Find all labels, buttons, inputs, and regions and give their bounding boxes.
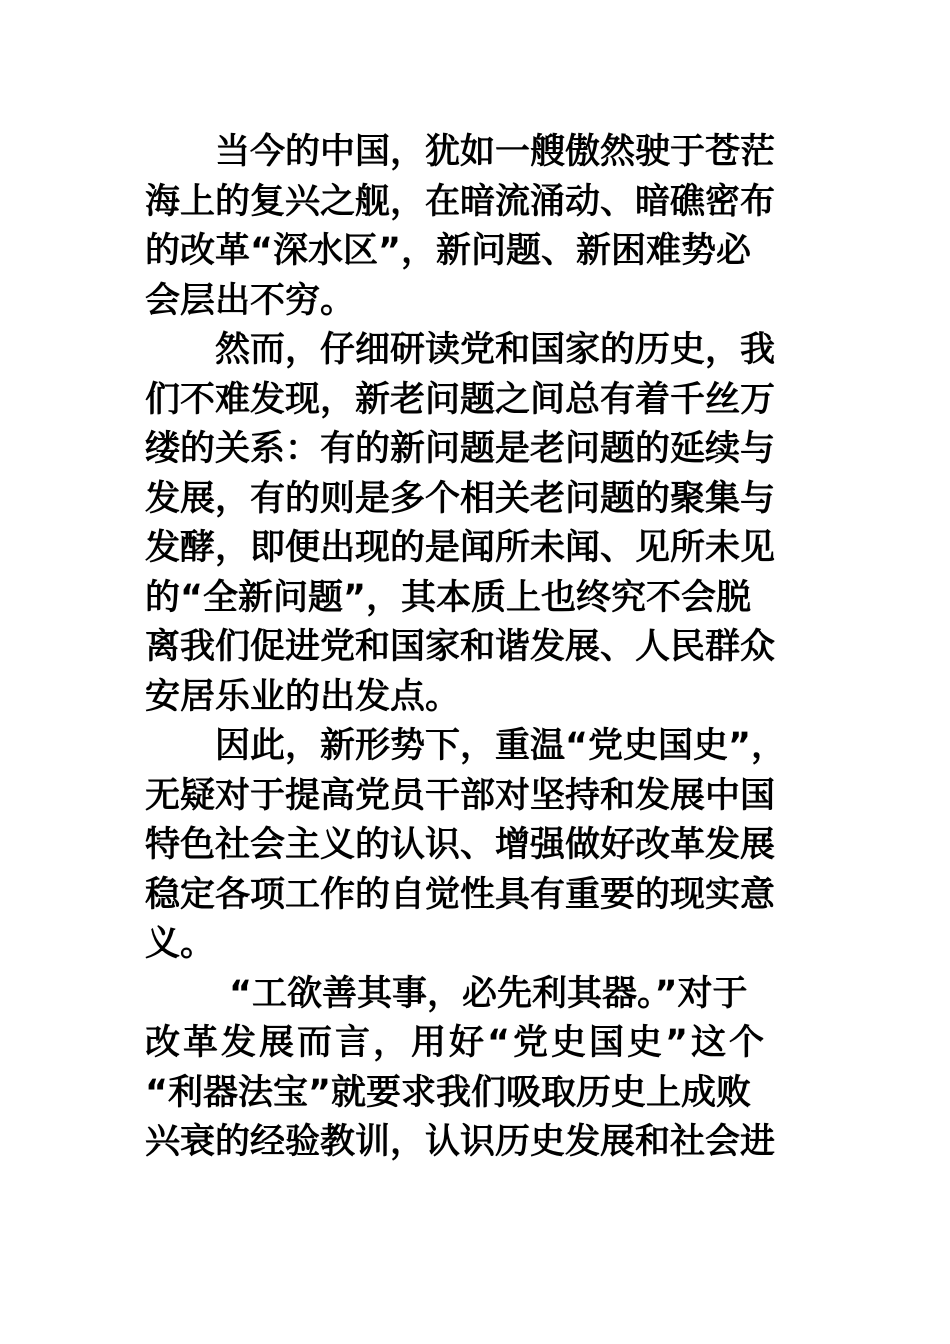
text-line: 然而，仔细研读党和国家的历史，我 [215, 330, 776, 370]
text-line: 们不难发现，新老问题之间总有着千丝万 [145, 379, 776, 420]
text-line: 海上的复兴之舰，在暗流涌动、暗礁密布 [145, 181, 776, 222]
text-line: “利器法宝”就要求我们吸取历史上成败 [145, 1072, 752, 1113]
text-line: 的改革“深水区”，新问题、新困难势必 [145, 231, 752, 271]
text-line: “工欲善其事，必先利其器。”对于 [229, 973, 748, 1014]
text-line: 离我们促进党和国家和谐发展、人民群众 [145, 627, 776, 667]
text-line: 安居乐业的出发点。 [145, 676, 461, 717]
text-line: 因此，新形势下，重温“党史国史”， [215, 726, 787, 766]
text-line: 改革发展而言，用好“党史国史”这个 [145, 1023, 768, 1063]
text-line: 兴衰的经验教训，认识历史发展和社会进 [145, 1122, 776, 1162]
paragraph-2 [145, 326, 795, 722]
text-line: 发展，有的则是多个相关老问题的聚集与 [145, 478, 776, 519]
text-line: 特色社会主义的认识、增强做好改革发展 [145, 825, 776, 865]
text-line: 的“全新问题”，其本质上也终究不会脱 [145, 577, 752, 618]
body-text [145, 128, 795, 1168]
paragraph-3 [145, 722, 795, 970]
text-line: 会层出不穷。 [145, 280, 356, 321]
text-line: 发酵，即便出现的是闻所未闻、见所未见 [145, 528, 776, 568]
text-line: 稳定各项工作的自觉性具有重要的现实意 [145, 874, 776, 915]
text-line: 无疑对于提高党员干部对坚持和发展中国 [145, 775, 776, 816]
text-line: 义。 [145, 924, 216, 964]
paragraph-4 [145, 970, 795, 1168]
text-line: 当今的中国，犹如一艘傲然驶于苍茫 [215, 132, 776, 172]
text-line: 缕的关系：有的新问题是老问题的延续与 [145, 429, 776, 469]
paragraph-1 [145, 128, 795, 326]
